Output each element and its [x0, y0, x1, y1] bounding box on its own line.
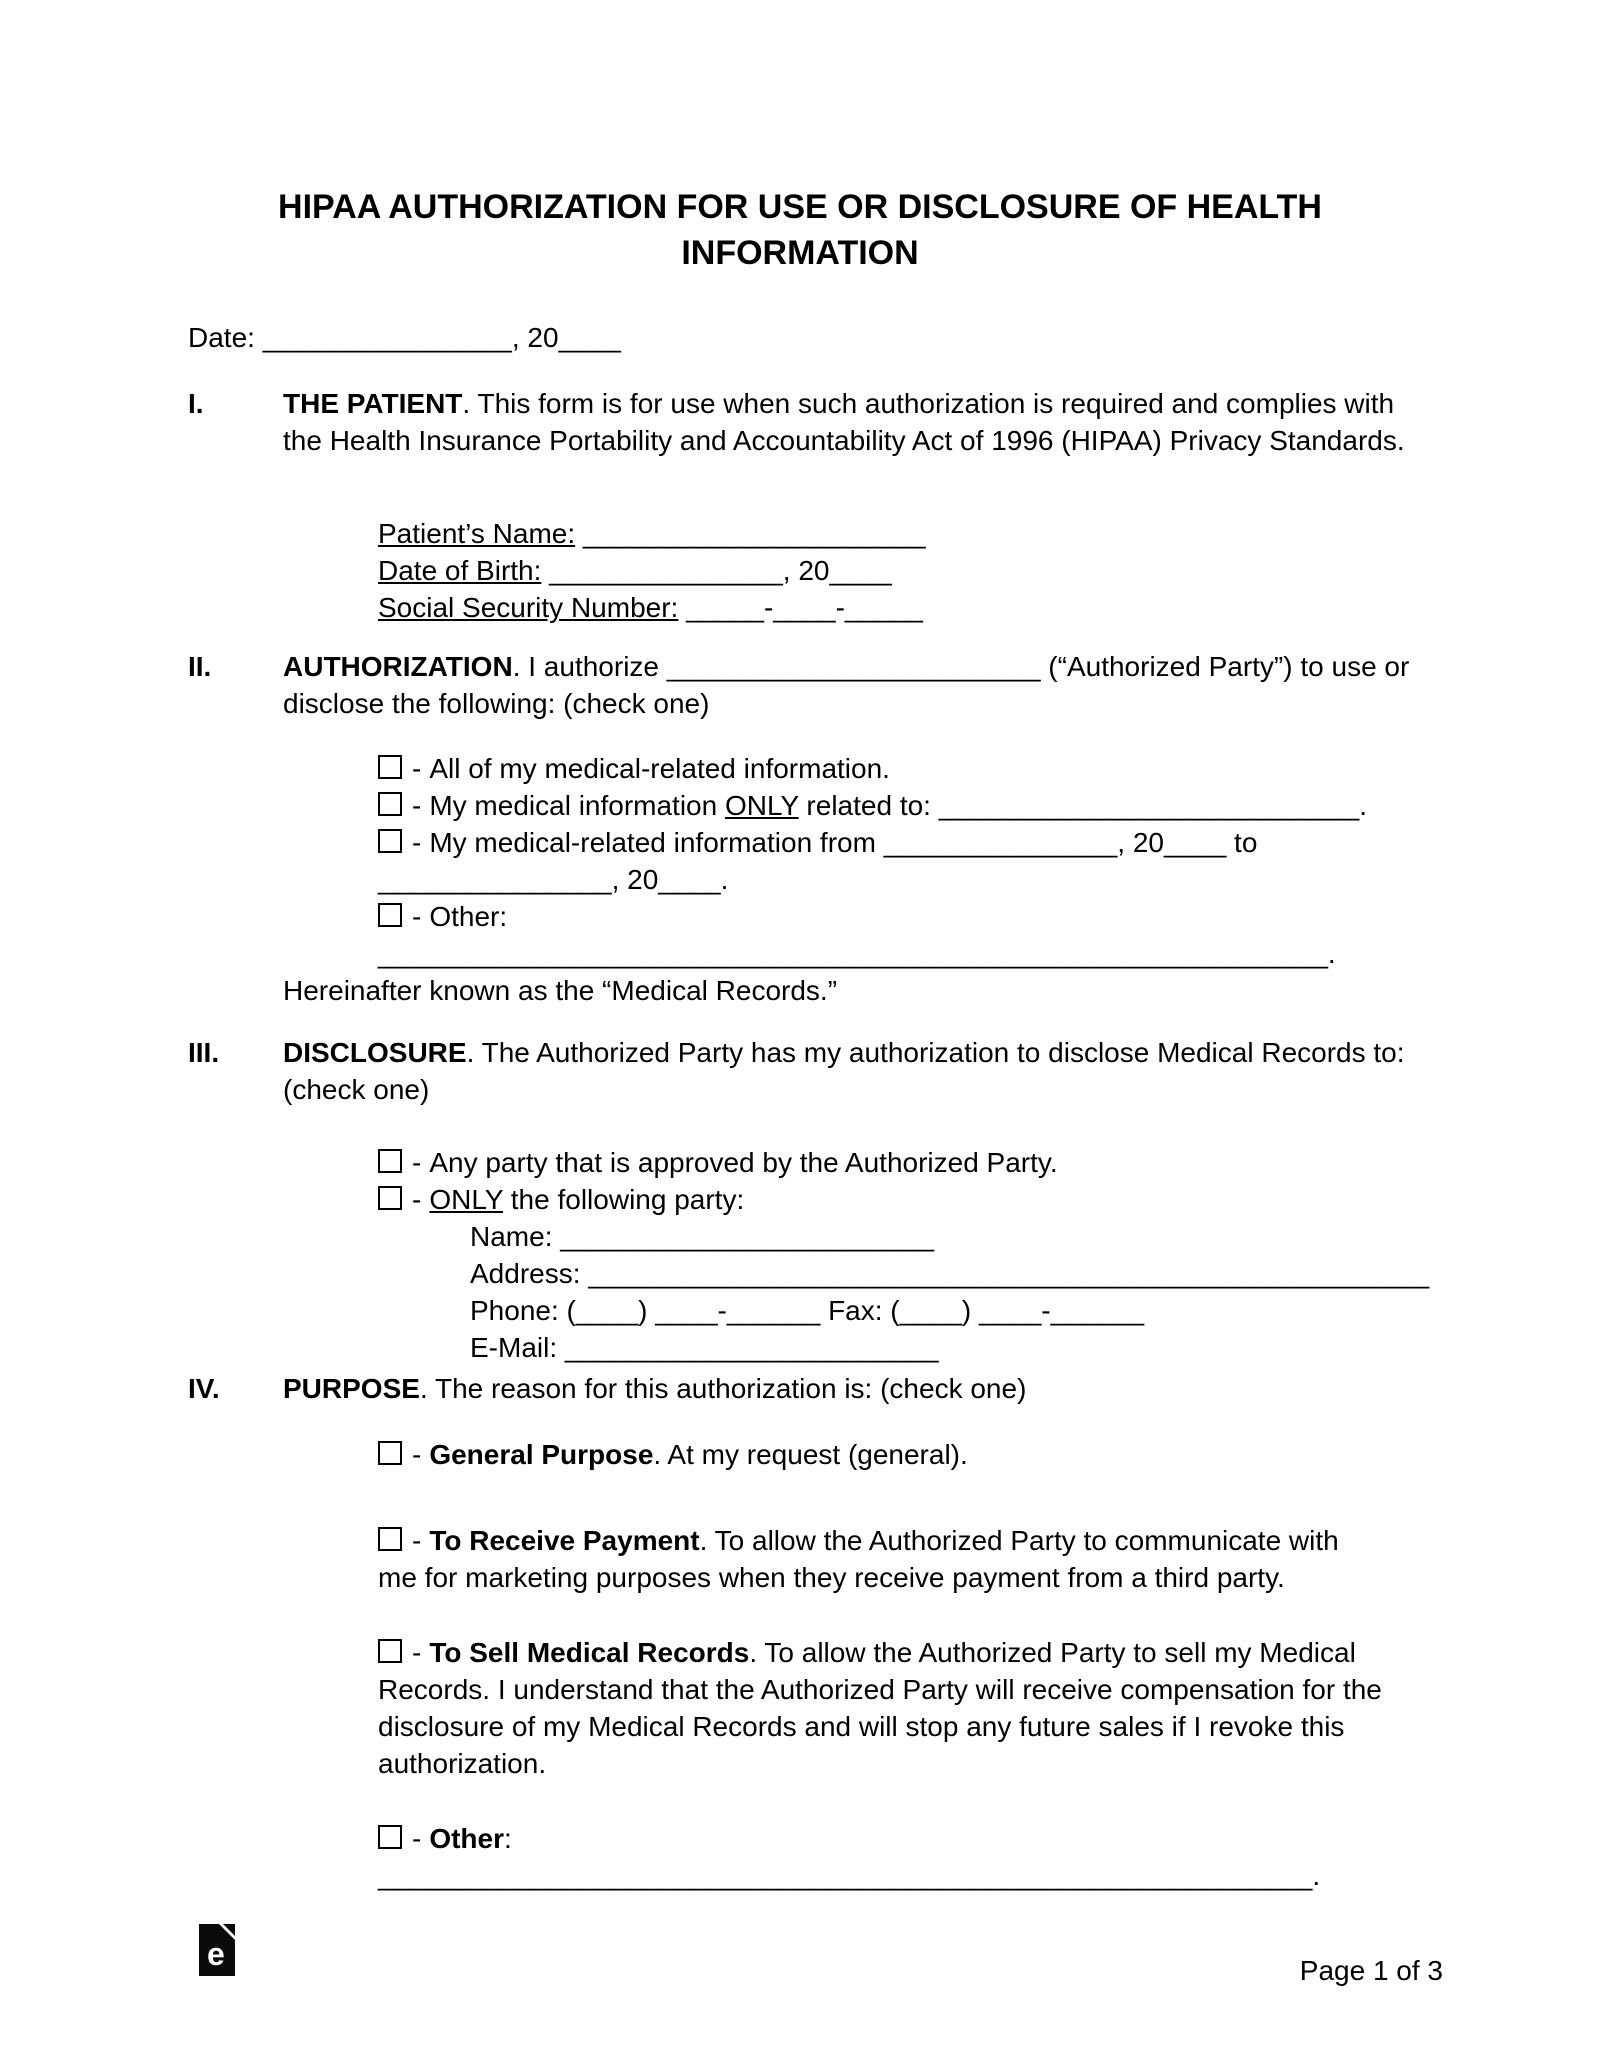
- section-authorization: [188, 648, 1418, 722]
- date-of-birth-blank[interactable]: _______________, 20____: [541, 555, 892, 586]
- section-number: I.: [188, 388, 204, 419]
- checkbox-all-medical-info[interactable]: [378, 755, 402, 779]
- section-text: [283, 1370, 1423, 1407]
- option-date-range: [378, 824, 1418, 861]
- checkbox-receive-payment[interactable]: [378, 1527, 402, 1551]
- section-body: . The Authorized Party has my authorization to disclose Medical Records to: (check one): [283, 1037, 1405, 1105]
- option-date-range-continuation[interactable]: _______________, 20____.: [378, 864, 729, 895]
- option-other-purpose: [378, 1820, 1438, 1894]
- date-label: Date:: [188, 322, 255, 353]
- patient-name-label: Patient’s Name:: [378, 518, 576, 549]
- date-of-birth-label: Date of Birth:: [378, 555, 542, 586]
- option-label-underlined: ONLY: [724, 790, 799, 821]
- option-label-post[interactable]: related to: ___________________________.: [798, 790, 1367, 821]
- patient-name-blank[interactable]: ______________________: [575, 518, 926, 549]
- option-label-bold: To Receive Payment: [429, 1525, 700, 1556]
- section-heading: AUTHORIZATION: [283, 651, 513, 682]
- medical-records-note: Hereinafter known as the “Medical Records.”: [283, 975, 838, 1006]
- checkbox-date-range[interactable]: [378, 829, 402, 853]
- checkbox-general-purpose[interactable]: [378, 1441, 402, 1465]
- dash: -: [412, 901, 422, 932]
- option-any-party: [378, 1144, 1438, 1181]
- option-label: My medical information: [429, 790, 725, 821]
- section-the-patient: [188, 385, 1418, 459]
- option-label: My medical-related information from _______________, 20____ to: [429, 827, 1258, 858]
- option-label-bold: Other: [429, 1823, 505, 1854]
- ssn-field: [378, 589, 926, 626]
- section-purpose: [188, 1370, 1428, 1407]
- checkbox-other-purpose[interactable]: [378, 1825, 402, 1849]
- option-label-bold: General Purpose: [429, 1439, 654, 1470]
- dash: -: [412, 1525, 422, 1556]
- dash: -: [412, 1147, 422, 1178]
- patient-name-field: [378, 515, 926, 552]
- option-only-related: [378, 787, 1418, 824]
- page-title: HIPAA AUTHORIZATION FOR USE OR DISCLOSURE OF HEALTH INFORMATION: [278, 188, 1322, 272]
- dash: -: [412, 1439, 422, 1470]
- dash: -: [412, 790, 422, 821]
- section-heading: DISCLOSURE: [283, 1037, 467, 1068]
- patient-fields: [378, 515, 926, 626]
- section-number: IV.: [188, 1373, 220, 1404]
- option-all-medical-info: [378, 750, 1418, 787]
- option-other-authorization: [378, 898, 1418, 972]
- option-label[interactable]: Other: _____________________________________________________________.: [378, 901, 1336, 969]
- page-number: Page 1 of 3: [1299, 1955, 1443, 1986]
- option-label: Any party that is approved by the Authorized Party.: [429, 1147, 1058, 1178]
- date-of-birth-field: [378, 552, 926, 589]
- section-number: II.: [188, 651, 212, 682]
- authorization-options: [378, 750, 1418, 972]
- option-general-purpose: [378, 1436, 1378, 1473]
- checkbox-other-authorization[interactable]: [378, 903, 402, 927]
- date-blank[interactable]: ________________, 20____: [254, 322, 621, 353]
- party-address-field[interactable]: Address: ______________________________________________________: [470, 1258, 1430, 1289]
- dash: -: [412, 1637, 422, 1668]
- option-label-post[interactable]: : ____________________________________________________________.: [378, 1823, 1321, 1891]
- option-label-post: . At my request (general).: [653, 1439, 968, 1470]
- party-name-field[interactable]: Name: ________________________: [470, 1221, 934, 1252]
- option-label-bold: To Sell Medical Records: [429, 1637, 750, 1668]
- section-text: [283, 385, 1418, 459]
- checkbox-only-party[interactable]: [378, 1186, 402, 1210]
- party-phone-fax-field[interactable]: Phone: (____) ____-______ Fax: (____) ____-______: [470, 1295, 1145, 1326]
- logo-letter: e: [207, 1936, 225, 1972]
- section-disclosure: [188, 1034, 1428, 1108]
- ssn-label: Social Security Number:: [378, 592, 679, 623]
- option-label-post: . To allow the Authorized Party to communicate with me for marketing purposes when they receive payment from a third party.: [378, 1525, 1339, 1593]
- option-label: All of my medical-related information.: [429, 753, 890, 784]
- section-body-pre: . I authorize: [512, 651, 667, 682]
- dash: -: [412, 1823, 422, 1854]
- option-sell-medical-records: [378, 1634, 1418, 1782]
- date-line: [188, 319, 621, 356]
- section-heading: PURPOSE: [283, 1373, 420, 1404]
- checkbox-only-related[interactable]: [378, 792, 402, 816]
- section-text: [283, 1034, 1423, 1108]
- authorized-party-blank[interactable]: ________________________: [666, 651, 1041, 682]
- section-body: . This form is for use when such authorization is required and complies with the Health Insurance Portability and Accountability Act of 1996 (HIPAA) Privacy Standards.: [283, 388, 1405, 456]
- section-text: [283, 648, 1418, 722]
- option-label-post: . To allow the Authorized Party to sell my Medical Records. I understand that the Authorized Party will receive compensation for the disclosure of my Medical Records and will stop any future sales if I revoke this authorization.: [378, 1637, 1382, 1779]
- disclosure-options: [378, 1144, 1438, 1366]
- section-heading: THE PATIENT: [283, 388, 463, 419]
- eforms-logo: [199, 1924, 235, 1976]
- dash: -: [412, 1184, 422, 1215]
- option-label-post: the following party:: [503, 1184, 745, 1215]
- option-label-underlined: ONLY: [429, 1184, 503, 1215]
- section-number: III.: [188, 1037, 220, 1068]
- checkbox-any-party[interactable]: [378, 1149, 402, 1173]
- checkbox-sell-medical-records[interactable]: [378, 1639, 402, 1663]
- option-receive-payment: [378, 1522, 1368, 1596]
- eforms-document-icon: [199, 1924, 235, 1976]
- party-email-field[interactable]: E-Mail: ________________________: [470, 1332, 939, 1363]
- dash: -: [412, 753, 422, 784]
- section-body-post: (“Authorized Party”) to use or disclose the following: (check one): [283, 651, 1410, 719]
- section-body: . The reason for this authorization is: (check one): [419, 1373, 1027, 1404]
- dash: -: [412, 827, 422, 858]
- option-only-party: [378, 1181, 1438, 1218]
- ssn-blank[interactable]: _____-____-_____: [678, 592, 923, 623]
